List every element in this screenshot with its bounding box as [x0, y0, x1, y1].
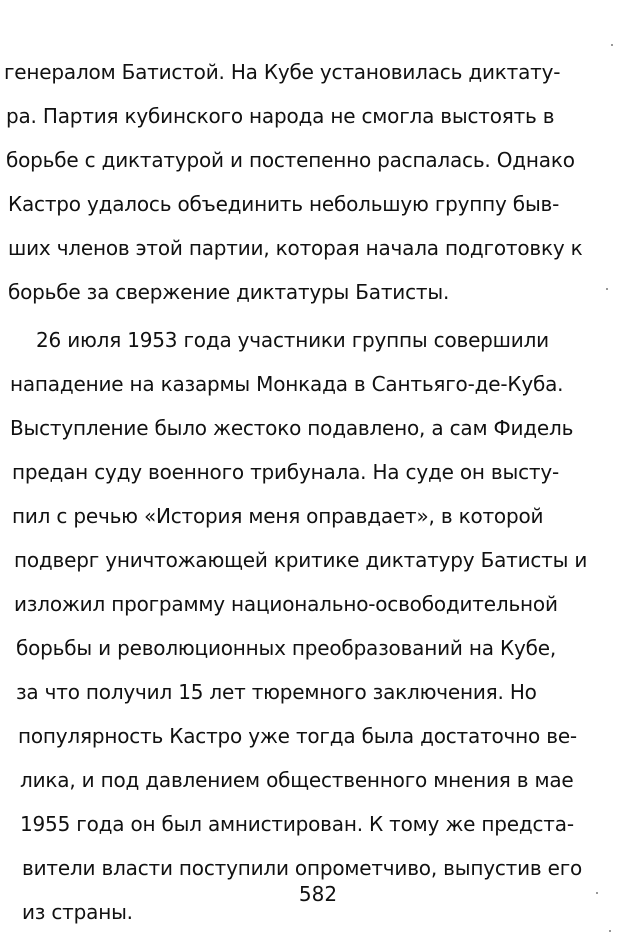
text-line-10: предан суду военного трибунала. На суде он высту-: [12, 460, 559, 484]
text-line-13: изложил программу национально-освободительной: [14, 592, 558, 616]
scan-speck: [609, 930, 611, 932]
text-line-5: ших членов этой партии, которая начала подготовку к: [8, 236, 583, 260]
text-line-2: ра. Партия кубинского народа не смогла выстоять в: [6, 104, 555, 128]
text-line-8: нападение на казармы Монкада в Сантьяго-де-Куба.: [10, 372, 564, 396]
text-line-12: подверг уничтожающей критике диктатуру Батисты и: [14, 548, 588, 572]
text-line-19: вители власти поступили опрометчиво, выпустив его: [22, 856, 583, 880]
text-line-1: генералом Батистой. На Кубе установилась диктату-: [4, 60, 561, 84]
scan-speck: [596, 892, 598, 894]
text-line-3: борьбе с диктатурой и постепенно распалась. Однако: [6, 148, 575, 172]
text-line-9: Выступление было жестоко подавлено, а сам Фидель: [10, 416, 574, 440]
scan-speck: [611, 44, 613, 46]
text-line-17: лика, и под давлением общественного мнения в мае: [20, 768, 574, 792]
text-line-11: пил с речью «История меня оправдает», в которой: [12, 504, 544, 528]
text-line-20: из страны.: [22, 900, 133, 924]
text-line-6: борьбе за свержение диктатуры Батисты.: [8, 280, 450, 304]
text-line-15: за что получил 15 лет тюремного заключения. Но: [16, 680, 537, 704]
page-number: 582: [298, 882, 338, 906]
text-line-14: борьбы и революционных преобразований на Кубе,: [16, 636, 556, 660]
text-line-16: популярность Кастро уже тогда была достаточно ве-: [18, 724, 577, 748]
text-line-7: 26 июля 1953 года участники группы совершили: [36, 328, 549, 352]
scan-speck: [606, 288, 608, 290]
text-line-4: Кастро удалось объединить небольшую группу быв-: [8, 192, 560, 216]
text-line-18: 1955 года он был амнистирован. К тому же предста-: [20, 812, 574, 836]
